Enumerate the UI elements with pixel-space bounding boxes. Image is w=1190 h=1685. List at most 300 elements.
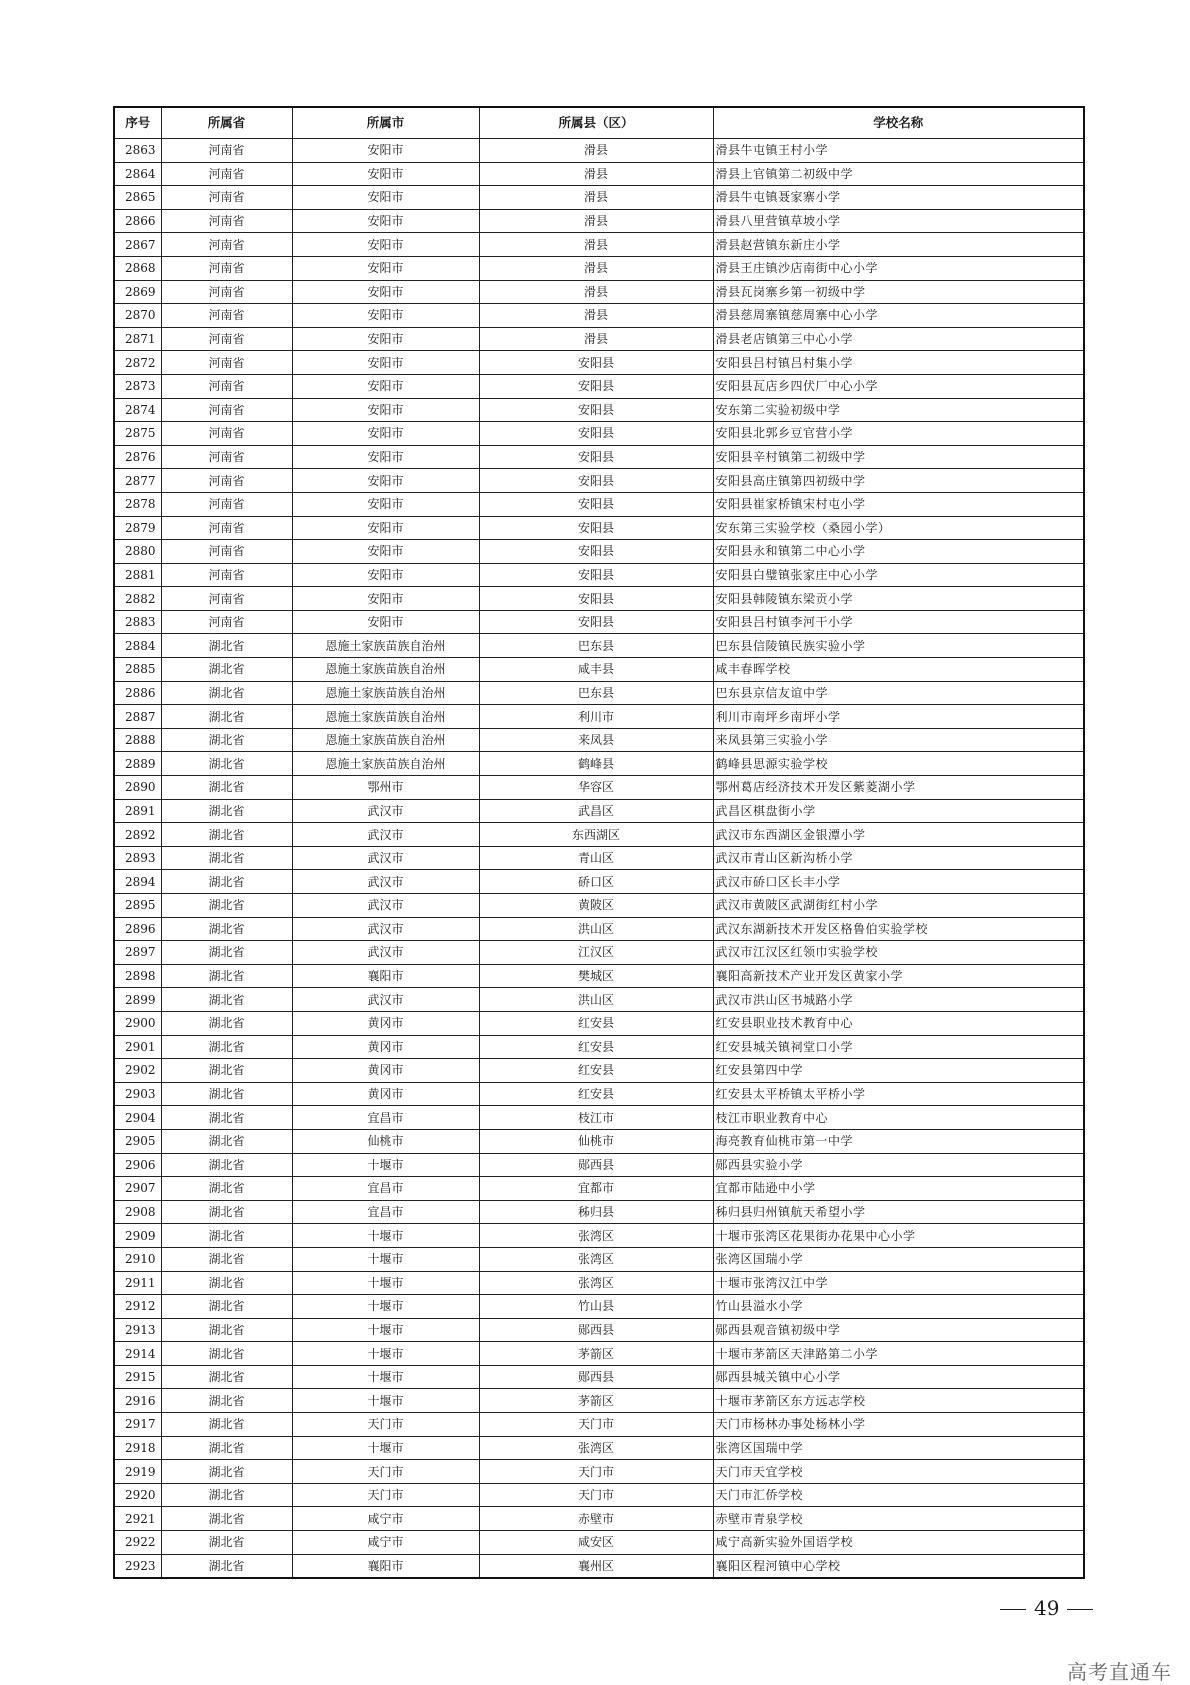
cell-province: 河南省 xyxy=(161,186,292,210)
cell-index: 2871 xyxy=(114,327,161,351)
cell-province: 湖北省 xyxy=(161,894,292,918)
cell-city: 安阳市 xyxy=(292,516,479,540)
cell-index: 2896 xyxy=(114,917,161,941)
cell-county: 咸安区 xyxy=(479,1531,713,1555)
cell-county: 洪山区 xyxy=(479,988,713,1012)
cell-school: 武汉市黄陂区武湖街红村小学 xyxy=(713,894,1084,918)
cell-index: 2900 xyxy=(114,1011,161,1035)
cell-city: 安阳市 xyxy=(292,351,479,375)
cell-province: 湖北省 xyxy=(161,917,292,941)
cell-province: 湖北省 xyxy=(161,1082,292,1106)
cell-school: 赤壁市青泉学校 xyxy=(713,1507,1084,1531)
table-row xyxy=(114,1295,1084,1319)
cell-county: 秭归县 xyxy=(479,1200,713,1224)
cell-county: 滑县 xyxy=(479,256,713,280)
cell-index: 2910 xyxy=(114,1247,161,1271)
cell-county: 天门市 xyxy=(479,1460,713,1484)
table-header-row xyxy=(114,107,1084,139)
cell-index: 2873 xyxy=(114,374,161,398)
table-row xyxy=(114,280,1084,304)
table-row xyxy=(114,422,1084,446)
cell-index: 2919 xyxy=(114,1460,161,1484)
cell-city: 十堰市 xyxy=(292,1247,479,1271)
cell-school: 滑县老店镇第三中心小学 xyxy=(713,327,1084,351)
table-row xyxy=(114,139,1084,163)
table-row xyxy=(114,516,1084,540)
cell-index: 2889 xyxy=(114,752,161,776)
cell-city: 安阳市 xyxy=(292,587,479,611)
cell-county: 茅箭区 xyxy=(479,1342,713,1366)
cell-school: 安东第二实验初级中学 xyxy=(713,398,1084,422)
cell-index: 2898 xyxy=(114,964,161,988)
cell-county: 华容区 xyxy=(479,776,713,800)
table-row xyxy=(114,304,1084,328)
table-row xyxy=(114,941,1084,965)
cell-city: 安阳市 xyxy=(292,540,479,564)
table-row xyxy=(114,1011,1084,1035)
cell-index: 2876 xyxy=(114,445,161,469)
cell-school: 安阳县韩陵镇东梁贡小学 xyxy=(713,587,1084,611)
table-row xyxy=(114,1389,1084,1413)
cell-index: 2872 xyxy=(114,351,161,375)
cell-city: 十堰市 xyxy=(292,1153,479,1177)
table-row xyxy=(114,256,1084,280)
cell-county: 黄陂区 xyxy=(479,894,713,918)
cell-school: 滑县上官镇第二初级中学 xyxy=(713,162,1084,186)
cell-province: 湖北省 xyxy=(161,1106,292,1130)
cell-index: 2913 xyxy=(114,1318,161,1342)
cell-province: 湖北省 xyxy=(161,1460,292,1484)
cell-county: 红安县 xyxy=(479,1035,713,1059)
cell-province: 湖北省 xyxy=(161,1531,292,1555)
table-row xyxy=(114,1460,1084,1484)
cell-county: 安阳县 xyxy=(479,610,713,634)
cell-index: 2893 xyxy=(114,846,161,870)
table-row xyxy=(114,1059,1084,1083)
cell-school: 竹山县溢水小学 xyxy=(713,1295,1084,1319)
table-row xyxy=(114,445,1084,469)
table-row xyxy=(114,823,1084,847)
cell-county: 安阳县 xyxy=(479,516,713,540)
cell-province: 湖北省 xyxy=(161,1365,292,1389)
cell-school: 武昌区棋盘街小学 xyxy=(713,799,1084,823)
cell-index: 2880 xyxy=(114,540,161,564)
table-row xyxy=(114,492,1084,516)
table-row xyxy=(114,233,1084,257)
table-row xyxy=(114,1483,1084,1507)
cell-city: 十堰市 xyxy=(292,1318,479,1342)
table-row xyxy=(114,1082,1084,1106)
cell-county: 安阳县 xyxy=(479,422,713,446)
table-row xyxy=(114,162,1084,186)
cell-index: 2864 xyxy=(114,162,161,186)
cell-province: 河南省 xyxy=(161,469,292,493)
cell-city: 武汉市 xyxy=(292,917,479,941)
cell-school: 武汉市江汉区红领巾实验学校 xyxy=(713,941,1084,965)
cell-city: 黄冈市 xyxy=(292,1011,479,1035)
cell-city: 武汉市 xyxy=(292,870,479,894)
cell-city: 天门市 xyxy=(292,1460,479,1484)
cell-province: 湖北省 xyxy=(161,846,292,870)
cell-county: 洪山区 xyxy=(479,917,713,941)
cell-school: 郧西县观音镇初级中学 xyxy=(713,1318,1084,1342)
cell-county: 天门市 xyxy=(479,1483,713,1507)
cell-school: 巴东县信陵镇民族实验小学 xyxy=(713,634,1084,658)
cell-school: 武汉市东西湖区金银潭小学 xyxy=(713,823,1084,847)
table-row xyxy=(114,870,1084,894)
table-row xyxy=(114,209,1084,233)
cell-city: 宜昌市 xyxy=(292,1200,479,1224)
cell-index: 2877 xyxy=(114,469,161,493)
cell-school: 十堰市张湾汉江中学 xyxy=(713,1271,1084,1295)
table-row xyxy=(114,799,1084,823)
cell-county: 郧西县 xyxy=(479,1318,713,1342)
cell-index: 2903 xyxy=(114,1082,161,1106)
cell-index: 2904 xyxy=(114,1106,161,1130)
cell-province: 湖北省 xyxy=(161,964,292,988)
cell-city: 恩施土家族苗族自治州 xyxy=(292,705,479,729)
cell-county: 安阳县 xyxy=(479,398,713,422)
cell-county: 张湾区 xyxy=(479,1271,713,1295)
cell-province: 湖北省 xyxy=(161,705,292,729)
cell-city: 恩施土家族苗族自治州 xyxy=(292,658,479,682)
table-row xyxy=(114,1531,1084,1555)
cell-county: 鹤峰县 xyxy=(479,752,713,776)
cell-city: 安阳市 xyxy=(292,209,479,233)
cell-city: 武汉市 xyxy=(292,941,479,965)
cell-city: 襄阳市 xyxy=(292,964,479,988)
cell-school: 天门市天宜学校 xyxy=(713,1460,1084,1484)
cell-city: 恩施土家族苗族自治州 xyxy=(292,728,479,752)
cell-school: 滑县八里营镇草坡小学 xyxy=(713,209,1084,233)
cell-county: 赤壁市 xyxy=(479,1507,713,1531)
cell-school: 安阳县永和镇第二中心小学 xyxy=(713,540,1084,564)
cell-province: 河南省 xyxy=(161,327,292,351)
cell-index: 2914 xyxy=(114,1342,161,1366)
cell-school: 红安县城关镇祠堂口小学 xyxy=(713,1035,1084,1059)
cell-school: 天门市杨林办事处杨林小学 xyxy=(713,1413,1084,1437)
cell-city: 十堰市 xyxy=(292,1271,479,1295)
table-row xyxy=(114,540,1084,564)
cell-county: 滑县 xyxy=(479,233,713,257)
cell-school: 安阳县崔家桥镇宋村屯小学 xyxy=(713,492,1084,516)
cell-school: 咸丰春晖学校 xyxy=(713,658,1084,682)
cell-county: 巴东县 xyxy=(479,634,713,658)
cell-province: 河南省 xyxy=(161,351,292,375)
table-row xyxy=(114,917,1084,941)
cell-school: 襄阳区程河镇中心学校 xyxy=(713,1554,1084,1578)
school-list-table xyxy=(113,106,1085,1579)
cell-county: 青山区 xyxy=(479,846,713,870)
cell-school: 红安县职业技术教育中心 xyxy=(713,1011,1084,1035)
cell-school: 滑县瓦岗寨乡第一初级中学 xyxy=(713,280,1084,304)
cell-index: 2866 xyxy=(114,209,161,233)
cell-index: 2916 xyxy=(114,1389,161,1413)
cell-city: 仙桃市 xyxy=(292,1129,479,1153)
cell-index: 2911 xyxy=(114,1271,161,1295)
cell-index: 2875 xyxy=(114,422,161,446)
cell-county: 红安县 xyxy=(479,1059,713,1083)
cell-city: 十堰市 xyxy=(292,1224,479,1248)
cell-county: 滑县 xyxy=(479,209,713,233)
cell-city: 安阳市 xyxy=(292,186,479,210)
cell-city: 安阳市 xyxy=(292,469,479,493)
cell-school: 十堰市张湾区花果街办花果中心小学 xyxy=(713,1224,1084,1248)
table-row xyxy=(114,1247,1084,1271)
table-row xyxy=(114,398,1084,422)
cell-index: 2906 xyxy=(114,1153,161,1177)
table-row xyxy=(114,610,1084,634)
header-city: 所属市 xyxy=(292,107,479,139)
table-row xyxy=(114,374,1084,398)
cell-city: 武汉市 xyxy=(292,988,479,1012)
table-row xyxy=(114,776,1084,800)
cell-province: 河南省 xyxy=(161,610,292,634)
cell-county: 竹山县 xyxy=(479,1295,713,1319)
cell-province: 湖北省 xyxy=(161,823,292,847)
cell-province: 河南省 xyxy=(161,445,292,469)
cell-school: 滑县慈周寨镇慈周寨中心小学 xyxy=(713,304,1084,328)
cell-index: 2869 xyxy=(114,280,161,304)
cell-school: 滑县牛屯镇聂家寨小学 xyxy=(713,186,1084,210)
table-row xyxy=(114,1554,1084,1578)
cell-province: 湖北省 xyxy=(161,1413,292,1437)
cell-city: 安阳市 xyxy=(292,422,479,446)
cell-city: 安阳市 xyxy=(292,445,479,469)
table-row xyxy=(114,563,1084,587)
cell-city: 十堰市 xyxy=(292,1365,479,1389)
table-row xyxy=(114,752,1084,776)
cell-province: 湖北省 xyxy=(161,1436,292,1460)
table-row xyxy=(114,964,1084,988)
cell-province: 河南省 xyxy=(161,516,292,540)
cell-index: 2892 xyxy=(114,823,161,847)
cell-county: 张湾区 xyxy=(479,1247,713,1271)
cell-province: 湖北省 xyxy=(161,1224,292,1248)
table-row xyxy=(114,658,1084,682)
cell-city: 安阳市 xyxy=(292,610,479,634)
cell-school: 安阳县高庄镇第四初级中学 xyxy=(713,469,1084,493)
cell-province: 湖北省 xyxy=(161,1295,292,1319)
cell-school: 郧西县实验小学 xyxy=(713,1153,1084,1177)
cell-city: 宜昌市 xyxy=(292,1106,479,1130)
cell-province: 湖北省 xyxy=(161,1153,292,1177)
cell-index: 2863 xyxy=(114,139,161,163)
cell-index: 2870 xyxy=(114,304,161,328)
cell-city: 安阳市 xyxy=(292,374,479,398)
cell-county: 襄州区 xyxy=(479,1554,713,1578)
cell-index: 2885 xyxy=(114,658,161,682)
table-row xyxy=(114,894,1084,918)
cell-index: 2897 xyxy=(114,941,161,965)
cell-city: 安阳市 xyxy=(292,398,479,422)
cell-school: 利川市南坪乡南坪小学 xyxy=(713,705,1084,729)
cell-province: 河南省 xyxy=(161,422,292,446)
cell-city: 安阳市 xyxy=(292,256,479,280)
header-index: 序号 xyxy=(114,107,161,139)
cell-school: 海亮教育仙桃市第一中学 xyxy=(713,1129,1084,1153)
table-row xyxy=(114,1413,1084,1437)
cell-index: 2915 xyxy=(114,1365,161,1389)
cell-county: 滑县 xyxy=(479,139,713,163)
cell-county: 利川市 xyxy=(479,705,713,729)
table-row xyxy=(114,1507,1084,1531)
cell-school: 武汉市硚口区长丰小学 xyxy=(713,870,1084,894)
cell-county: 安阳县 xyxy=(479,445,713,469)
cell-county: 枝江市 xyxy=(479,1106,713,1130)
cell-city: 武汉市 xyxy=(292,823,479,847)
cell-province: 湖北省 xyxy=(161,634,292,658)
cell-province: 湖北省 xyxy=(161,728,292,752)
cell-city: 安阳市 xyxy=(292,280,479,304)
cell-school: 武汉市青山区新沟桥小学 xyxy=(713,846,1084,870)
cell-school: 宜都市陆逊中小学 xyxy=(713,1177,1084,1201)
cell-index: 2881 xyxy=(114,563,161,587)
cell-province: 河南省 xyxy=(161,162,292,186)
cell-school: 安阳县吕村镇吕村集小学 xyxy=(713,351,1084,375)
cell-county: 咸丰县 xyxy=(479,658,713,682)
cell-county: 仙桃市 xyxy=(479,1129,713,1153)
table-row xyxy=(114,1365,1084,1389)
cell-city: 鄂州市 xyxy=(292,776,479,800)
table-row xyxy=(114,1342,1084,1366)
cell-index: 2886 xyxy=(114,681,161,705)
cell-province: 湖北省 xyxy=(161,870,292,894)
cell-school: 安阳县白璧镇张家庄中心小学 xyxy=(713,563,1084,587)
cell-city: 十堰市 xyxy=(292,1342,479,1366)
cell-school: 天门市汇侨学校 xyxy=(713,1483,1084,1507)
cell-city: 安阳市 xyxy=(292,139,479,163)
cell-county: 安阳县 xyxy=(479,563,713,587)
cell-index: 2868 xyxy=(114,256,161,280)
cell-county: 滑县 xyxy=(479,162,713,186)
cell-city: 安阳市 xyxy=(292,492,479,516)
cell-province: 河南省 xyxy=(161,139,292,163)
cell-city: 十堰市 xyxy=(292,1295,479,1319)
header-province: 所属省 xyxy=(161,107,292,139)
cell-county: 郧西县 xyxy=(479,1153,713,1177)
cell-city: 宜昌市 xyxy=(292,1177,479,1201)
cell-school: 滑县牛屯镇王村小学 xyxy=(713,139,1084,163)
cell-county: 茅箭区 xyxy=(479,1389,713,1413)
cell-index: 2874 xyxy=(114,398,161,422)
cell-index: 2901 xyxy=(114,1035,161,1059)
table-row xyxy=(114,1318,1084,1342)
cell-city: 恩施土家族苗族自治州 xyxy=(292,681,479,705)
cell-province: 湖北省 xyxy=(161,799,292,823)
cell-school: 巴东县京信友谊中学 xyxy=(713,681,1084,705)
cell-index: 2865 xyxy=(114,186,161,210)
cell-province: 河南省 xyxy=(161,280,292,304)
table-row xyxy=(114,1200,1084,1224)
cell-city: 襄阳市 xyxy=(292,1554,479,1578)
header-county: 所属县（区） xyxy=(479,107,713,139)
cell-province: 河南省 xyxy=(161,492,292,516)
cell-county: 武昌区 xyxy=(479,799,713,823)
cell-city: 恩施土家族苗族自治州 xyxy=(292,752,479,776)
cell-index: 2899 xyxy=(114,988,161,1012)
cell-index: 2909 xyxy=(114,1224,161,1248)
cell-province: 湖北省 xyxy=(161,1035,292,1059)
cell-index: 2884 xyxy=(114,634,161,658)
cell-county: 安阳县 xyxy=(479,469,713,493)
cell-school: 十堰市茅箭区天津路第二小学 xyxy=(713,1342,1084,1366)
cell-county: 巴东县 xyxy=(479,681,713,705)
cell-index: 2918 xyxy=(114,1436,161,1460)
cell-index: 2902 xyxy=(114,1059,161,1083)
table-row xyxy=(114,1271,1084,1295)
cell-school: 滑县王庄镇沙店南街中心小学 xyxy=(713,256,1084,280)
cell-index: 2908 xyxy=(114,1200,161,1224)
cell-school: 安阳县瓦店乡四伏厂中心小学 xyxy=(713,374,1084,398)
cell-city: 武汉市 xyxy=(292,799,479,823)
table-row xyxy=(114,1224,1084,1248)
cell-school: 襄阳高新技术产业开发区黄家小学 xyxy=(713,964,1084,988)
table-body xyxy=(114,139,1084,1579)
cell-index: 2879 xyxy=(114,516,161,540)
cell-province: 河南省 xyxy=(161,540,292,564)
cell-province: 湖北省 xyxy=(161,1318,292,1342)
cell-county: 安阳县 xyxy=(479,351,713,375)
table-row xyxy=(114,1106,1084,1130)
cell-city: 十堰市 xyxy=(292,1389,479,1413)
cell-province: 湖北省 xyxy=(161,1483,292,1507)
cell-province: 湖北省 xyxy=(161,1059,292,1083)
cell-province: 湖北省 xyxy=(161,1200,292,1224)
table-row xyxy=(114,681,1084,705)
cell-county: 红安县 xyxy=(479,1082,713,1106)
cell-county: 安阳县 xyxy=(479,540,713,564)
cell-city: 恩施土家族苗族自治州 xyxy=(292,634,479,658)
cell-province: 湖北省 xyxy=(161,1011,292,1035)
page-number-dash-left xyxy=(1000,1609,1026,1610)
cell-school: 武汉市洪山区书城路小学 xyxy=(713,988,1084,1012)
cell-school: 红安县太平桥镇太平桥小学 xyxy=(713,1082,1084,1106)
cell-province: 湖北省 xyxy=(161,1507,292,1531)
table-row xyxy=(114,1035,1084,1059)
cell-school: 枝江市职业教育中心 xyxy=(713,1106,1084,1130)
cell-province: 河南省 xyxy=(161,398,292,422)
cell-county: 滑县 xyxy=(479,304,713,328)
cell-city: 咸宁市 xyxy=(292,1507,479,1531)
cell-school: 武汉东湖新技术开发区格鲁伯实验学校 xyxy=(713,917,1084,941)
cell-school: 安东第三实验学校（桑园小学） xyxy=(713,516,1084,540)
page-number xyxy=(992,1596,1101,1620)
cell-city: 黄冈市 xyxy=(292,1035,479,1059)
cell-county: 东西湖区 xyxy=(479,823,713,847)
cell-school: 滑县赵营镇东新庄小学 xyxy=(713,233,1084,257)
table-row xyxy=(114,351,1084,375)
cell-school: 秭归县归州镇航天希望小学 xyxy=(713,1200,1084,1224)
cell-school: 咸宁高新实验外国语学校 xyxy=(713,1531,1084,1555)
cell-province: 湖北省 xyxy=(161,1342,292,1366)
cell-index: 2905 xyxy=(114,1129,161,1153)
cell-province: 湖北省 xyxy=(161,776,292,800)
cell-province: 湖北省 xyxy=(161,1177,292,1201)
cell-province: 湖北省 xyxy=(161,1129,292,1153)
cell-school: 郧西县城关镇中心小学 xyxy=(713,1365,1084,1389)
cell-index: 2907 xyxy=(114,1177,161,1201)
cell-index: 2920 xyxy=(114,1483,161,1507)
cell-city: 武汉市 xyxy=(292,894,479,918)
page-number-dash-right xyxy=(1067,1609,1093,1610)
cell-school: 鄂州葛店经济技术开发区紫菱湖小学 xyxy=(713,776,1084,800)
cell-index: 2891 xyxy=(114,799,161,823)
table-row xyxy=(114,469,1084,493)
cell-index: 2921 xyxy=(114,1507,161,1531)
cell-city: 黄冈市 xyxy=(292,1082,479,1106)
cell-city: 安阳市 xyxy=(292,563,479,587)
